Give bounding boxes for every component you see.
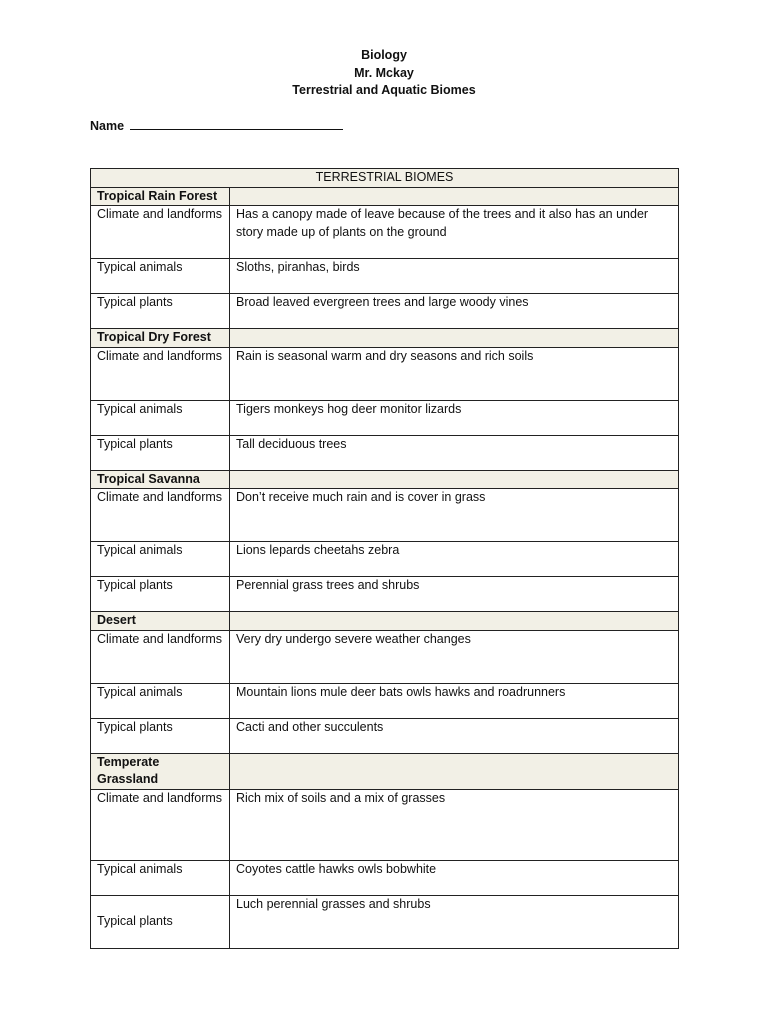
biome-header-empty-cell bbox=[230, 470, 679, 489]
climate-value: Very dry undergo severe weather changes bbox=[230, 630, 679, 683]
table-row bbox=[91, 718, 679, 753]
climate-value: Rich mix of soils and a mix of grasses bbox=[230, 789, 679, 860]
table-row bbox=[91, 789, 679, 860]
table-row bbox=[91, 206, 679, 259]
climate-label: Climate and landforms bbox=[91, 347, 230, 400]
table-row bbox=[91, 347, 679, 400]
table-row bbox=[91, 577, 679, 612]
table-row bbox=[91, 489, 679, 542]
plants-label: Typical plants bbox=[91, 718, 230, 753]
climate-label: Climate and landforms bbox=[91, 206, 230, 259]
animals-value: Sloths, piranhas, birds bbox=[230, 259, 679, 294]
biome-header-row bbox=[91, 470, 679, 489]
biome-header-row bbox=[91, 187, 679, 206]
document-title: Terrestrial and Aquatic Biomes bbox=[292, 83, 476, 97]
table-title-row bbox=[91, 169, 679, 188]
plants-value: Cacti and other succulents bbox=[230, 718, 679, 753]
table-row bbox=[91, 683, 679, 718]
biome-name: Tropical Savanna bbox=[91, 470, 230, 489]
terrestrial-biomes-table bbox=[90, 168, 679, 949]
biome-name: Desert bbox=[91, 612, 230, 631]
plants-value: Broad leaved evergreen trees and large woody vines bbox=[230, 294, 679, 329]
animals-value: Tigers monkeys hog deer monitor lizards bbox=[230, 400, 679, 435]
plants-value: Perennial grass trees and shrubs bbox=[230, 577, 679, 612]
biome-header-empty-cell bbox=[230, 329, 679, 348]
teacher-heading: Mr. Mckay bbox=[354, 65, 414, 80]
animals-label: Typical animals bbox=[91, 259, 230, 294]
name-blank-line bbox=[130, 117, 343, 130]
subject-heading: Biology bbox=[361, 48, 407, 62]
animals-label: Typical animals bbox=[91, 542, 230, 577]
plants-value: Luch perennial grasses and shrubs bbox=[230, 895, 679, 948]
table-row bbox=[91, 542, 679, 577]
biome-name: Temperate Grassland bbox=[91, 753, 230, 789]
animals-value: Coyotes cattle hawks owls bobwhite bbox=[230, 860, 679, 895]
biome-header-empty-cell bbox=[230, 753, 679, 789]
climate-label: Climate and landforms bbox=[91, 630, 230, 683]
biome-header-empty-cell bbox=[230, 187, 679, 206]
plants-label: Typical plants bbox=[91, 895, 230, 948]
climate-value: Has a canopy made of leave because of the trees and it also has an under story made up of plants on the ground bbox=[230, 206, 679, 259]
animals-label: Typical animals bbox=[91, 400, 230, 435]
climate-label: Climate and landforms bbox=[91, 489, 230, 542]
animals-label: Typical animals bbox=[91, 683, 230, 718]
biome-header-row bbox=[91, 753, 679, 789]
name-label: Name bbox=[90, 119, 125, 133]
climate-value: Rain is seasonal warm and dry seasons and rich soils bbox=[230, 347, 679, 400]
plants-label: Typical plants bbox=[91, 577, 230, 612]
biome-header-empty-cell bbox=[230, 612, 679, 631]
table-row bbox=[91, 259, 679, 294]
plants-label: Typical plants bbox=[91, 294, 230, 329]
table-row bbox=[91, 860, 679, 895]
table-row bbox=[91, 895, 679, 948]
plants-value: Tall deciduous trees bbox=[230, 435, 679, 470]
climate-label: Climate and landforms bbox=[91, 789, 230, 860]
animals-value: Mountain lions mule deer bats owls hawks and roadrunners bbox=[230, 683, 679, 718]
table-row bbox=[91, 630, 679, 683]
table-row bbox=[91, 294, 679, 329]
biome-header-row bbox=[91, 329, 679, 348]
biome-name: Tropical Rain Forest bbox=[91, 187, 230, 206]
document-header bbox=[0, 47, 768, 100]
table-row bbox=[91, 435, 679, 470]
plants-label: Typical plants bbox=[91, 435, 230, 470]
name-field bbox=[90, 117, 343, 133]
table-row bbox=[91, 400, 679, 435]
biome-header-row bbox=[91, 612, 679, 631]
table-title: TERRESTRIAL BIOMES bbox=[91, 169, 679, 188]
animals-label: Typical animals bbox=[91, 860, 230, 895]
biome-name: Tropical Dry Forest bbox=[91, 329, 230, 348]
animals-value: Lions lepards cheetahs zebra bbox=[230, 542, 679, 577]
climate-value: Don’t receive much rain and is cover in grass bbox=[230, 489, 679, 542]
